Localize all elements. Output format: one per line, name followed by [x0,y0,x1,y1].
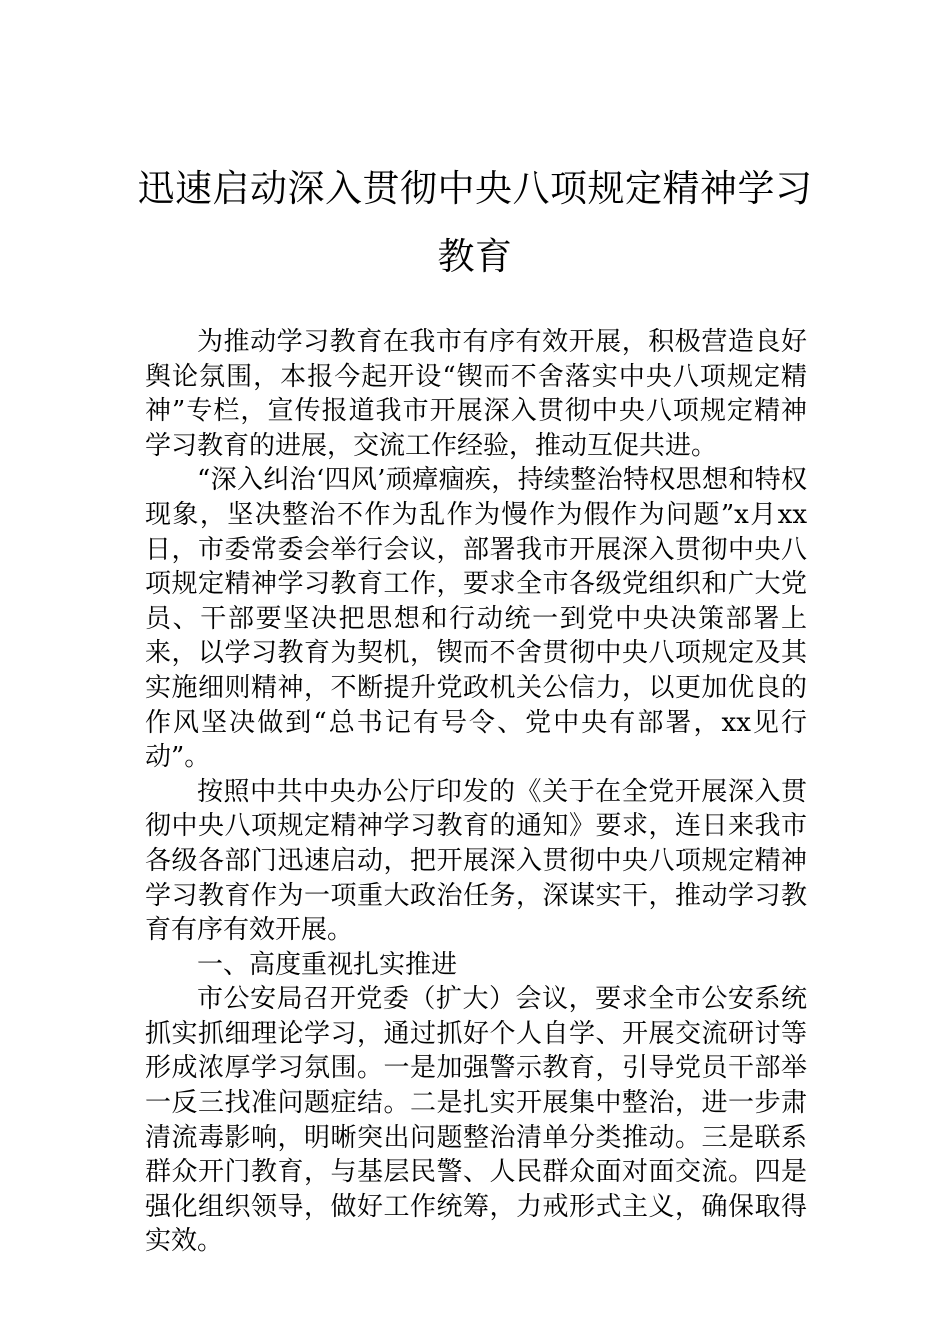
document-title-line2: 教育 [437,235,513,278]
paragraph-notice: 按照中共中央办公厅印发的《关于在全党开展深入贯彻中央八项规定精神学习教育的通知》要求，连日来我市各级各部门迅速启动，把开展深入贯彻中央八项规定精神学习教育作为一项重大政治任务，深谋实干，推动学习教育有序有效开展。 [145,776,807,946]
paragraph-meeting: “深入纠治‘四风’顽瘴痼疾，持续整治特权思想和特权现象，坚决整治不作为乱作为慢作为假作为问题”x月xx日，市委常委会举行会议，部署我市开展深入贯彻中央八项规定精神学习教育工作，要求全市各级党组织和广大党员、干部要坚决把思想和行动统一到党中央决策部署上来，以学习教育为契机，锲而不舍贯彻中央八项规定及其实施细则精神，不断提升党政机关公信力，以更加优良的作风坚决做到“总书记有号令、党中央有部署，xx见行动”。 [145,465,807,773]
document-body [145,325,807,1259]
paragraph-police-bureau: 市公安局召开党委（扩大）会议，要求全市公安系统抓实抓细理论学习，通过抓好个人自学、开展交流研讨等形成浓厚学习氛围。一是加强警示教育，引导党员干部举一反三找准问题症结。二是扎实开展集中整治，进一步肃清流毒影响，明晰突出问题整治清单分类推动。三是联系群众开门教育，与基层民警、人民群众面对面交流。四是强化组织领导，做好工作统筹，力戒形式主义，确保取得实效。 [145,984,807,1257]
paragraph-intro: 为推动学习教育在我市有序有效开展，积极营造良好舆论氛围，本报今起开设“锲而不舍落实中央八项规定精神”专栏，宣传报道我市开展深入贯彻中央八项规定精神学习教育的进展，交流工作经验，推动互促共进。 [145,327,807,461]
document-title-line1: 迅速启动深入贯彻中央八项规定精神学习 [137,167,813,210]
section-heading: 一、高度重视扎实推进 [197,949,458,980]
